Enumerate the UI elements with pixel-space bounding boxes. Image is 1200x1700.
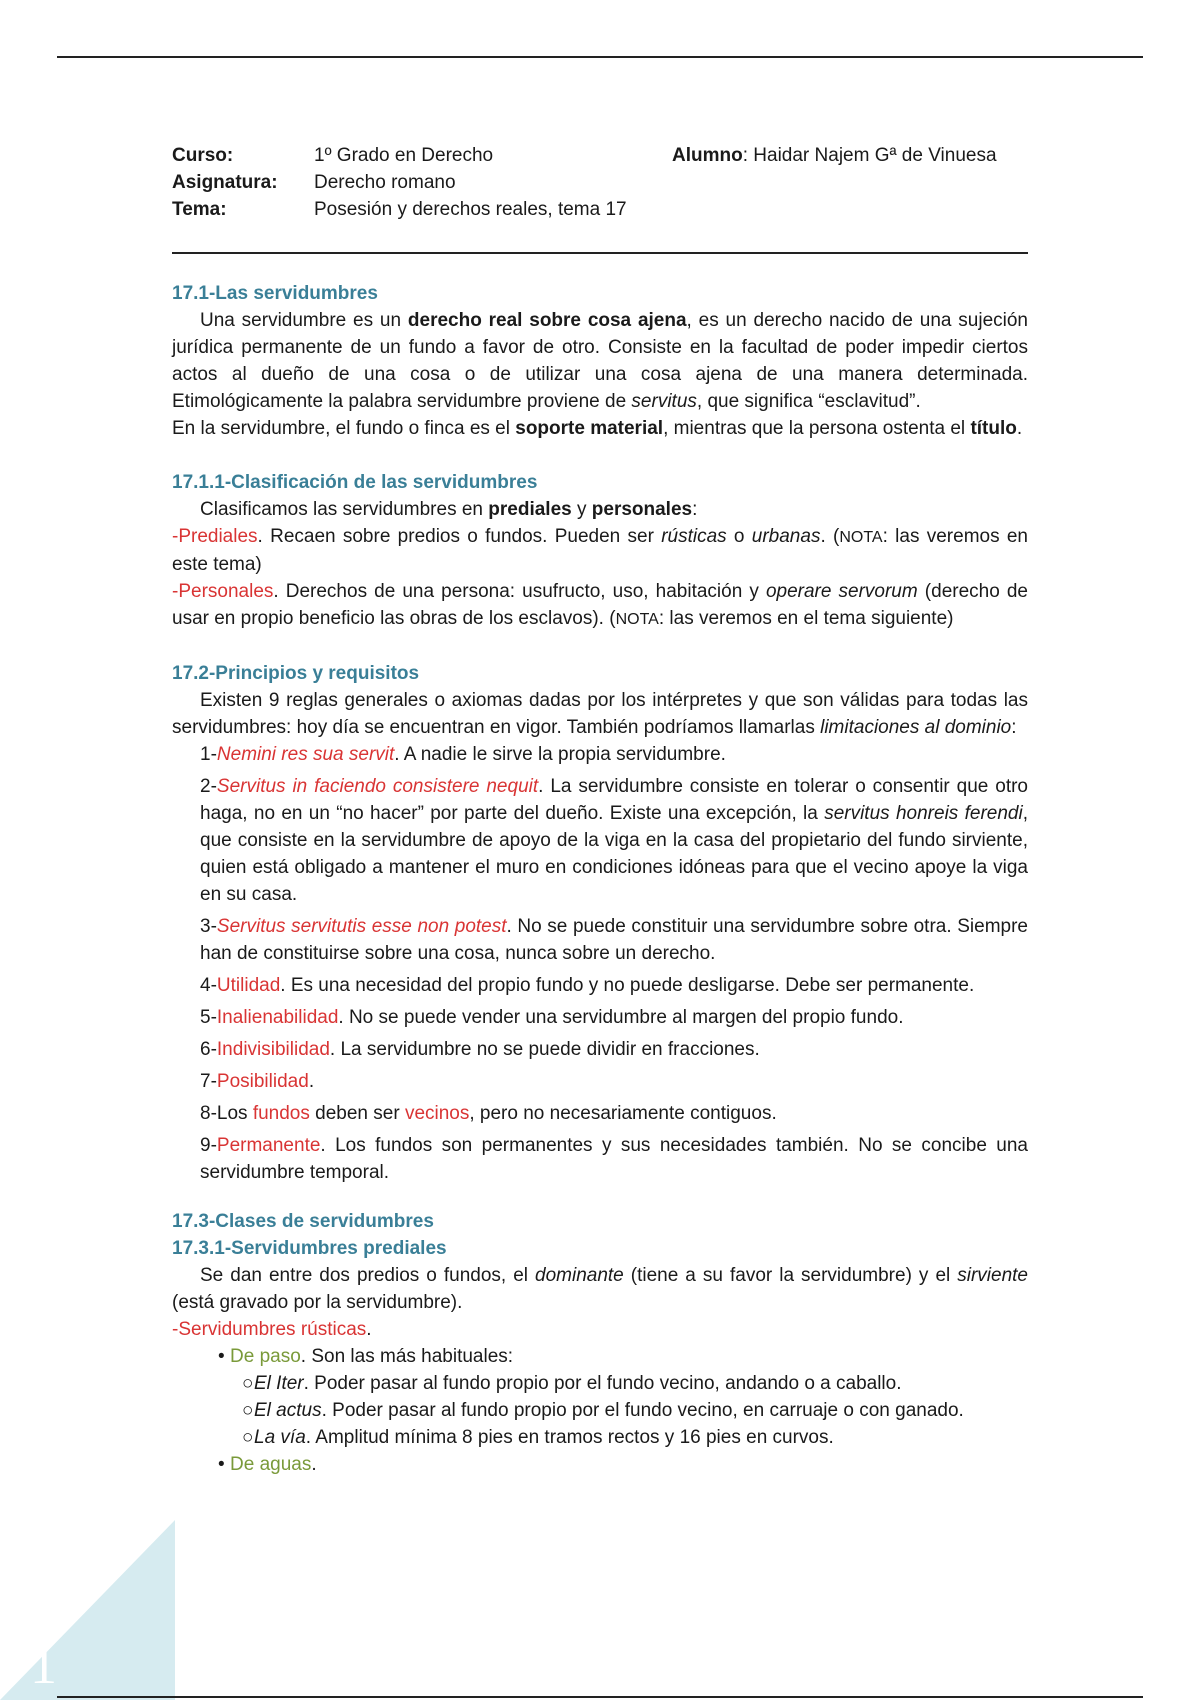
list-item: 6-Indivisibilidad. La servidumbre no se puede dividir en fracciones. <box>200 1039 760 1060</box>
bullet-icon: • <box>218 1346 225 1367</box>
circle-bullet-icon: ○ <box>242 1373 254 1394</box>
page-number: 1 <box>30 1635 57 1695</box>
subsection-title: 17.3.1-Servidumbres prediales <box>172 1238 447 1259</box>
list-item: 3-Servitus servitutis esse non potest. No se puede constituir una servidumbre sobre otra. Siempre han de constituirse sobre una cosa, nunca sobre un derecho. <box>200 916 1028 964</box>
paragraph: Existen 9 reglas generales o axiomas dadas por los intérpretes y que son válidas para todas las servidumbres: hoy día se encuentran en vigor. También podríamos llamarlas limitaciones al dominio: <box>172 690 1028 738</box>
paragraph: -Prediales. Recaen sobre predios o fundos. Pueden ser rústicas o urbanas. (NOTA: las veremos en este tema) <box>172 526 1028 575</box>
subject-label: Asignatura <box>172 172 272 193</box>
list-item: 7-Posibilidad. <box>200 1071 315 1092</box>
paragraph: Una servidumbre es un derecho real sobre cosa ajena, es un derecho nacido de una sujeción jurídica permanente de un fundo a favor de otro. Consiste en la facultad de poder impedir ciertos actos al dueño de una cosa o de utilizar una cosa ajena de una manera determinada. Etimológicamente la palabra servidumbre proviene de servitus, que significa “esclavitud”. <box>172 310 1028 412</box>
topic-value: Posesión y derechos reales, tema 17 <box>314 199 627 220</box>
paragraph: Clasificamos las servidumbres en prediales y personales: <box>200 499 698 520</box>
topic-label: Tema <box>172 199 221 220</box>
list-item: 4-Utilidad. Es una necesidad del propio fundo y no puede desligarse. Debe ser permanente. <box>200 975 975 996</box>
course-value: 1º Grado en Derecho <box>314 145 494 166</box>
student-line: Alumno: Haidar Najem Gª de Vinuesa <box>672 145 997 166</box>
document-header: Curso: 1º Grado en Derecho Asignatura: Derecho romano Tema: Posesión y derechos reales, tema 17 Alumno: Haidar Najem Gª de Vinuesa <box>172 142 1028 252</box>
section-title: 17.3-Clases de servidumbres <box>172 1211 434 1232</box>
paragraph: -Servidumbres rústicas. <box>172 1319 372 1340</box>
circle-bullet-icon: ○ <box>242 1400 254 1421</box>
section-title: 17.2-Principios y requisitos <box>172 663 420 684</box>
section-title: 17.1-Las servidumbres <box>172 283 378 304</box>
bullet-icon: • <box>218 1454 225 1475</box>
circle-bullet-icon: ○ <box>242 1427 254 1448</box>
paragraph: En la servidumbre, el fundo o finca es el soporte material, mientras que la persona ostenta el título. <box>172 418 1023 439</box>
header-rule <box>172 252 1028 254</box>
list-item: 2-Servitus in faciendo consistere nequit. La servidumbre consiste en tolerar o consentir que otro haga, no en un “no hacer” por parte del dueño. Existe una excepción, la servitus honreis ferendi, que consiste en la servidumbre de apoyo de la viga en la casa del propietario del fundo sirviente, quien está obligado a mantener el muro en condiciones idóneas para que el vecino apoye la viga en su casa. <box>200 776 1028 905</box>
student-label: Alumno <box>672 145 743 166</box>
top-rule <box>57 56 1143 58</box>
list-item: ○El actus. Poder pasar al fundo propio por el fundo vecino, en carruaje o con ganado. <box>242 1397 1028 1424</box>
paragraph: -Personales. Derechos de una persona: usufructo, uso, habitación y operare servorum (derecho de usar en propio beneficio las obras de los esclavos). (NOTA: las veremos en el tema siguiente) <box>172 581 1029 629</box>
student-value: Haidar Najem Gª de Vinuesa <box>753 145 997 166</box>
paragraph: Se dan entre dos predios o fundos, el dominante (tiene a su favor la servidumbre) y el sirviente (está gravado por la servidumbre). <box>172 1265 1028 1313</box>
section-title: 17.1.1-Clasificación de las servidumbres <box>172 472 538 493</box>
list-item: ○El Iter. Poder pasar al fundo propio por el fundo vecino, andando o a caballo. <box>242 1370 1028 1397</box>
list-item: 8-Los fundos deben ser vecinos, pero no necesariamente contiguos. <box>200 1103 777 1124</box>
list-item: 1-Nemini res sua servit. A nadie le sirve la propia servidumbre. <box>200 744 726 765</box>
list-item: 9-Permanente. Los fundos son permanentes y sus necesidades también. No se concibe una servidumbre temporal. <box>200 1135 1028 1183</box>
subject-value: Derecho romano <box>314 172 456 193</box>
document-body <box>172 142 1028 1478</box>
bottom-rule <box>57 1696 1143 1698</box>
course-label: Curso <box>172 145 227 166</box>
list-item: • De paso. Son las más habituales: <box>218 1343 1028 1370</box>
list-item: 5-Inalienabilidad. No se puede vender una servidumbre al margen del propio fundo. <box>200 1007 904 1028</box>
list-item: ○La vía. Amplitud mínima 8 pies en tramos rectos y 16 pies en curvos. <box>242 1424 1028 1451</box>
list-item: • De aguas. <box>218 1451 1028 1478</box>
rules-list <box>200 741 1028 1186</box>
page-corner-decoration <box>0 1520 175 1700</box>
